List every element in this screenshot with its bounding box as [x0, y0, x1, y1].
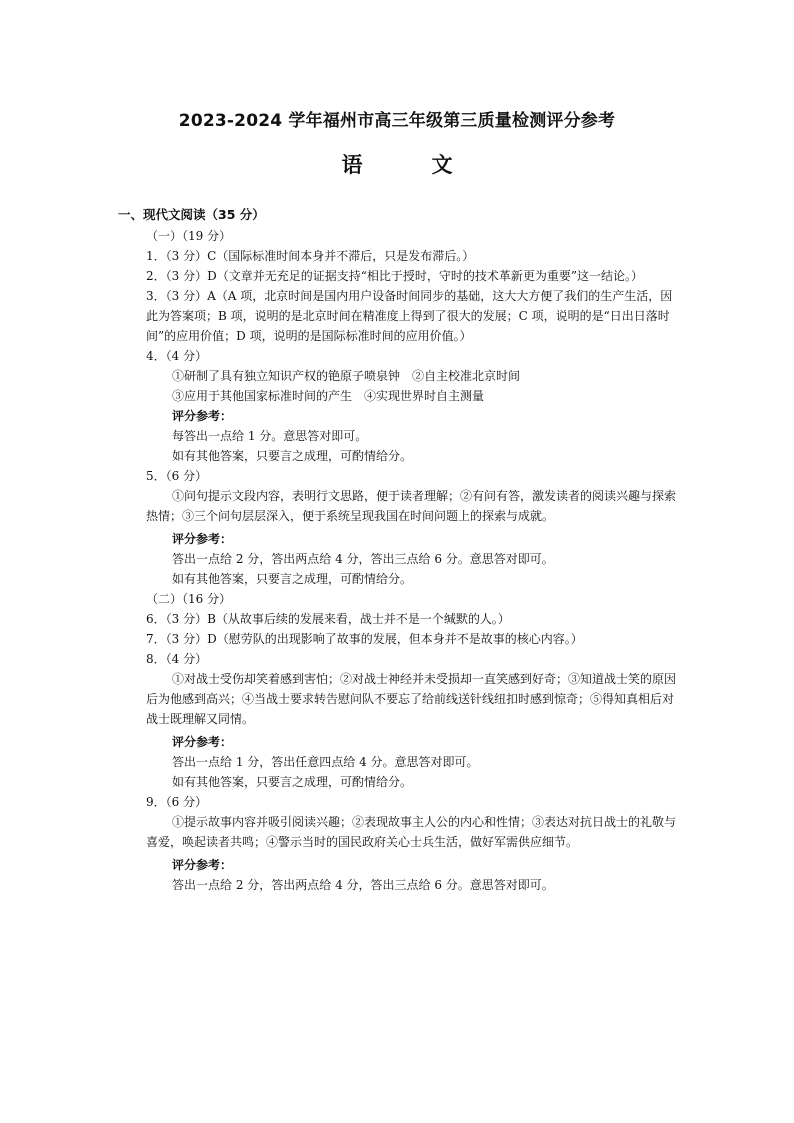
- question-3: 3．（3 分）A（A 项，北京时间是国内用户设备时间同步的基础，这大大方便了我们的生产生活，因此为答案项；B 项，说明的是北京时间在精准度上得到了很大的发展；C 项，说明的是“日出日落时间”的应用价值；D 项，说明的是国际标准时间的应用价值。）: [146, 289, 673, 343]
- part-label: （二）（16 分）: [146, 592, 232, 606]
- page-title: 2023-2024 学年福州市高三年级第三质量检测评分参考: [178, 111, 616, 131]
- subject-title: 语 文: [341, 153, 477, 177]
- scoring-reference-label: 评分参考：: [172, 858, 233, 872]
- question-4-label: 4．（4 分）: [146, 349, 208, 363]
- question-5-answer: ①问句提示文段内容，表明行文思路，便于读者理解；②有问有答，激发读者的阅读兴趣与探索热情；③三个问句层层深入，便于系统呈现我国在时间问题上的探索与成就。: [146, 489, 677, 523]
- question-9-label: 9．（6 分）: [146, 795, 208, 809]
- scoring-reference-text: 如有其他答案，只要言之成理，可酌情给分。: [172, 775, 413, 789]
- question-9-answer: ①提示故事内容并吸引阅读兴趣；②表现故事主人公的内心和性情；③表达对抗日战士的礼敬与喜爱，唤起读者共鸣；④警示当时的国民政府关心士兵生活，做好军需供应细节。: [146, 815, 677, 849]
- question-8-answer: ①对战士受伤却笑着感到害怕；②对战士神经并未受损却一直笑感到好奇；③知道战士笑的原因后为他感到高兴；④当战士要求转告慰问队不要忘了给前线送针线纽扣时感到惊奇；⑤得知真相后对战士既理解又同情。: [146, 672, 677, 726]
- scoring-reference-text: 答出一点给 2 分，答出两点给 4 分，答出三点给 6 分。意思答对即可。: [172, 552, 554, 566]
- question-4-answer-line: ①研制了具有独立知识产权的铯原子喷泉钟 ②自主校准北京时间: [172, 369, 521, 383]
- part-label: （一）（19 分）: [146, 229, 232, 243]
- scoring-reference-label: 评分参考：: [172, 532, 233, 546]
- question-4-answer-line: ③应用于其他国家标准时间的产生 ④实现世界时自主测量: [172, 389, 485, 403]
- section-heading: 一、现代文阅读（35 分）: [118, 207, 265, 222]
- scoring-reference-text: 如有其他答案，只要言之成理，可酌情给分。: [172, 572, 413, 586]
- scoring-reference-label: 评分参考：: [172, 735, 233, 749]
- question-7: 7．（3 分）D（慰劳队的出现影响了故事的发展，但本身并不是故事的核心内容。）: [146, 632, 583, 646]
- scoring-reference-text: 每答出一点给 1 分。意思答对即可。: [172, 429, 368, 443]
- question-6: 6．（3 分）B（从故事后续的发展来看，战士并不是一个缄默的人。）: [146, 612, 510, 626]
- scoring-reference-text: 答出一点给 2 分，答出两点给 4 分，答出三点给 6 分。意思答对即可。: [172, 878, 554, 892]
- scoring-reference-text: 答出一点给 1 分，答出任意四点给 4 分。意思答对即可。: [172, 755, 479, 769]
- scoring-reference-label: 评分参考：: [172, 409, 233, 423]
- question-2: 2．（3 分）D（文章并无充足的证据支持“相比于授时，守时的技术革新更为重要”这一结论。）: [146, 269, 643, 283]
- question-5-label: 5．（6 分）: [146, 469, 208, 483]
- scoring-reference-text: 如有其他答案，只要言之成理，可酌情给分。: [172, 449, 413, 463]
- answer-content: [118, 205, 678, 895]
- question-8-label: 8．（4 分）: [146, 652, 208, 666]
- question-1: 1．（3 分）C（国际标准时间本身并不滞后，只是发布滞后。）: [146, 249, 475, 263]
